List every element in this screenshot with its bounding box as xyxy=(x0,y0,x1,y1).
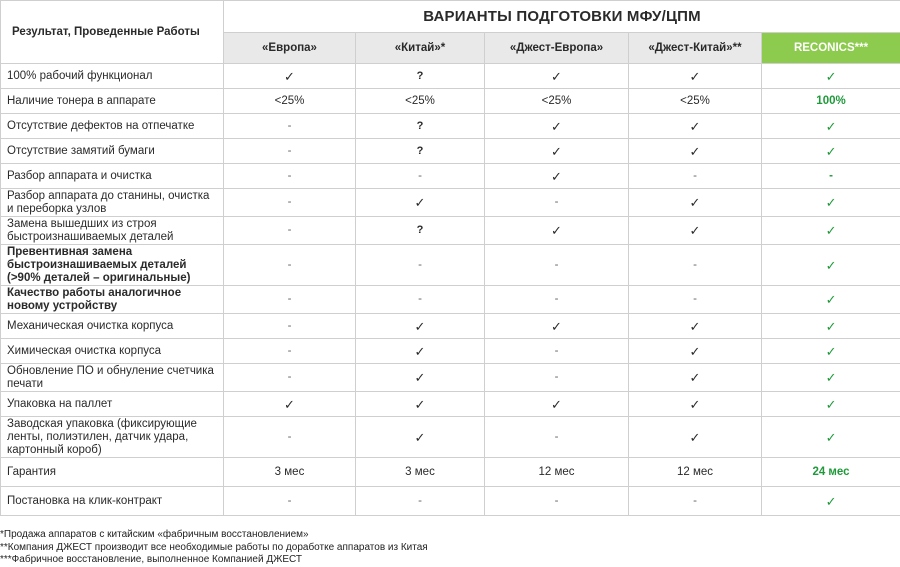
check-icon: ✓ xyxy=(485,64,629,89)
row-label: Разбор аппарата и очистка xyxy=(1,164,224,189)
table-row xyxy=(1,286,900,314)
row-label: Химическая очистка корпуса xyxy=(1,339,224,364)
dash-cell: - xyxy=(224,217,356,245)
question-icon: ? xyxy=(356,217,485,245)
table-row xyxy=(1,189,900,217)
check-icon: ✓ xyxy=(356,392,485,417)
row-label: Упаковка на паллет xyxy=(1,392,224,417)
check-icon: ✓ xyxy=(762,139,900,164)
row-label: Гарантия xyxy=(1,458,224,487)
row-label: Заводская упаковка (фиксирующие ленты, полиэтилен, датчик удара, картонный короб) xyxy=(1,417,224,458)
check-icon: ✓ xyxy=(629,417,762,458)
dash-cell: - xyxy=(224,417,356,458)
dash-cell: - xyxy=(224,189,356,217)
dash-cell: - xyxy=(629,164,762,189)
check-icon: ✓ xyxy=(762,189,900,217)
dash-cell: - xyxy=(485,339,629,364)
footnote: **Компания ДЖЕСТ производит все необходимые работы по доработке аппаратов из Китая xyxy=(0,542,428,555)
dash-cell: - xyxy=(485,189,629,217)
check-icon: ✓ xyxy=(356,364,485,392)
table-row xyxy=(1,487,900,516)
footnote: *Продажа аппаратов с китайским «фабричным восстановлением» xyxy=(0,529,428,542)
row-label: Наличие тонера в аппарате xyxy=(1,89,224,114)
dash-cell: - xyxy=(224,314,356,339)
value-cell: <25% xyxy=(485,89,629,114)
check-icon: ✓ xyxy=(485,392,629,417)
dash-cell: - xyxy=(224,339,356,364)
table-row xyxy=(1,64,900,89)
dash-cell: - xyxy=(485,245,629,286)
value-cell: <25% xyxy=(356,89,485,114)
check-icon: ✓ xyxy=(356,417,485,458)
question-icon: ? xyxy=(356,114,485,139)
dash-cell: - xyxy=(224,164,356,189)
row-label: 100% рабочий функционал xyxy=(1,64,224,89)
dash-cell: - xyxy=(762,164,900,189)
dash-cell: - xyxy=(629,286,762,314)
dash-cell: - xyxy=(224,114,356,139)
table-row xyxy=(1,114,900,139)
table-row xyxy=(1,139,900,164)
row-label: Механическая очистка корпуса xyxy=(1,314,224,339)
row-label: Отсутствие замятий бумаги xyxy=(1,139,224,164)
check-icon: ✓ xyxy=(762,245,900,286)
dash-cell: - xyxy=(356,245,485,286)
check-icon: ✓ xyxy=(629,64,762,89)
check-icon: ✓ xyxy=(629,114,762,139)
check-icon: ✓ xyxy=(356,189,485,217)
row-label: Постановка на клик-контракт xyxy=(1,487,224,516)
dash-cell: - xyxy=(224,139,356,164)
variant-header-europe: «Европа» xyxy=(224,33,356,64)
check-icon: ✓ xyxy=(224,64,356,89)
value-cell: <25% xyxy=(629,89,762,114)
dash-cell: - xyxy=(224,364,356,392)
dash-cell: - xyxy=(485,487,629,516)
check-icon: ✓ xyxy=(485,114,629,139)
check-icon: ✓ xyxy=(762,392,900,417)
check-icon: ✓ xyxy=(629,189,762,217)
check-icon: ✓ xyxy=(629,314,762,339)
table-row xyxy=(1,364,900,392)
table-row xyxy=(1,217,900,245)
dash-cell: - xyxy=(224,245,356,286)
footnotes xyxy=(0,529,428,567)
table-row xyxy=(1,417,900,458)
table-row xyxy=(1,392,900,417)
check-icon: ✓ xyxy=(629,339,762,364)
question-icon: ? xyxy=(356,139,485,164)
row-label: Разбор аппарата до станины, очистка и переборка узлов xyxy=(1,189,224,217)
row-label: Обновление ПО и обнуление счетчика печати xyxy=(1,364,224,392)
check-icon: ✓ xyxy=(356,339,485,364)
check-icon: ✓ xyxy=(762,286,900,314)
check-icon: ✓ xyxy=(485,217,629,245)
footnote: ***Фабричное восстановление, выполненное Компанией ДЖЕСТ xyxy=(0,554,428,567)
row-label: Превентивная замена быстроизнашиваемых деталей (>90% деталей – оригинальные) xyxy=(1,245,224,286)
dash-cell: - xyxy=(485,417,629,458)
row-label: Отсутствие дефектов на отпечатке xyxy=(1,114,224,139)
table-row xyxy=(1,339,900,364)
check-icon: ✓ xyxy=(762,314,900,339)
dash-cell: - xyxy=(485,364,629,392)
table-title: ВАРИАНТЫ ПОДГОТОВКИ МФУ/ЦПМ xyxy=(224,1,900,33)
value-cell: 3 мес xyxy=(224,458,356,487)
variant-header-jest-europe: «Джест-Европа» xyxy=(485,33,629,64)
check-icon: ✓ xyxy=(485,164,629,189)
check-icon: ✓ xyxy=(629,392,762,417)
dash-cell: - xyxy=(224,487,356,516)
check-icon: ✓ xyxy=(485,139,629,164)
check-icon: ✓ xyxy=(356,314,485,339)
value-cell: 24 мес xyxy=(762,458,900,487)
value-cell: <25% xyxy=(224,89,356,114)
check-icon: ✓ xyxy=(762,487,900,516)
table-row xyxy=(1,245,900,286)
table-row xyxy=(1,458,900,487)
dash-cell: - xyxy=(629,245,762,286)
dash-cell: - xyxy=(629,487,762,516)
table-row xyxy=(1,164,900,189)
row-label: Качество работы аналогичное новому устройству xyxy=(1,286,224,314)
check-icon: ✓ xyxy=(629,139,762,164)
table-body xyxy=(1,64,900,516)
check-icon: ✓ xyxy=(762,417,900,458)
dash-cell: - xyxy=(224,286,356,314)
check-icon: ✓ xyxy=(762,217,900,245)
results-column-header: Результат, Проведенные Работы xyxy=(1,1,224,64)
variant-header-jest-china: «Джест-Китай»** xyxy=(629,33,762,64)
check-icon: ✓ xyxy=(224,392,356,417)
table-row xyxy=(1,314,900,339)
check-icon: ✓ xyxy=(485,314,629,339)
row-label: Замена вышедших из строя быстроизнашиваемых деталей xyxy=(1,217,224,245)
dash-cell: - xyxy=(356,487,485,516)
check-icon: ✓ xyxy=(762,114,900,139)
table-row xyxy=(1,89,900,114)
check-icon: ✓ xyxy=(629,217,762,245)
value-cell: 12 мес xyxy=(485,458,629,487)
dash-cell: - xyxy=(356,164,485,189)
value-cell: 3 мес xyxy=(356,458,485,487)
value-cell: 12 мес xyxy=(629,458,762,487)
variant-header-china: «Китай»* xyxy=(356,33,485,64)
check-icon: ✓ xyxy=(629,364,762,392)
check-icon: ✓ xyxy=(762,64,900,89)
question-icon: ? xyxy=(356,64,485,89)
dash-cell: - xyxy=(356,286,485,314)
check-icon: ✓ xyxy=(762,364,900,392)
variant-header-reconics: RECONICS*** xyxy=(762,33,900,64)
check-icon: ✓ xyxy=(762,339,900,364)
value-cell: 100% xyxy=(762,89,900,114)
dash-cell: - xyxy=(485,286,629,314)
